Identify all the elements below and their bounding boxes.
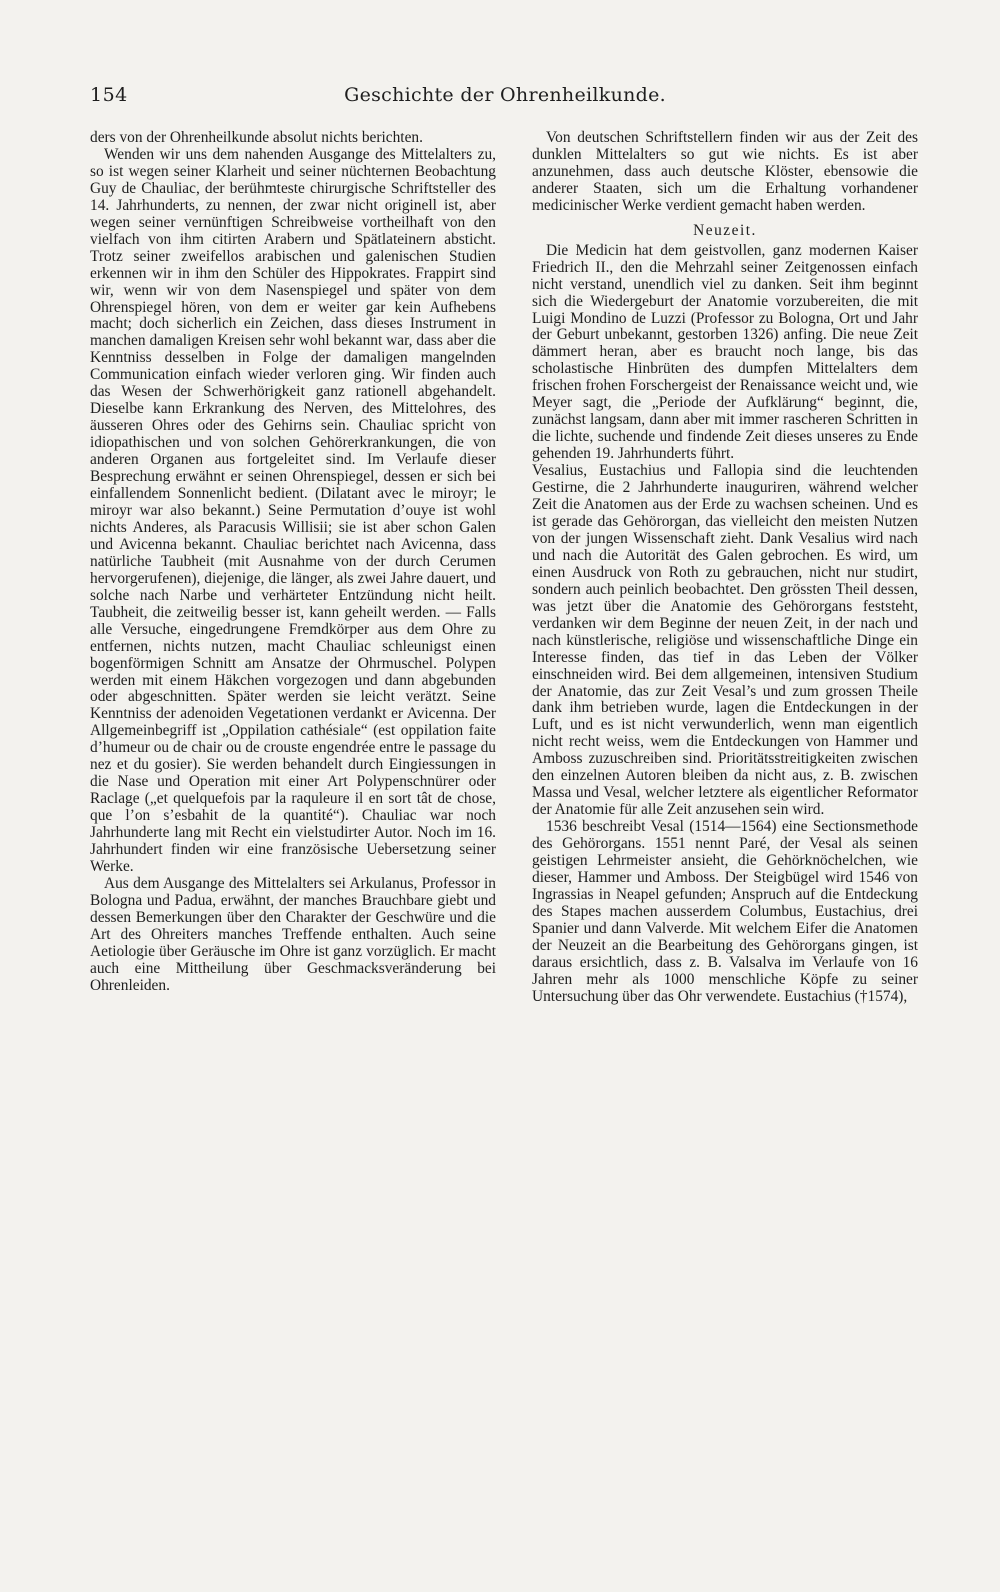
paragraph: Wenden wir uns dem nahenden Ausgange des Mittelalters zu, so ist wegen seiner Klarheit und seiner nüchternen Beobachtung Guy de Chauliac, der berühmteste chirurgische Schriftsteller des 14. Jahrhunderts, zu nennen, der zwar nicht originell ist, aber wegen seiner vernünftigen Schreibweise vortheilhaft von den vielfach von ihm citirten Arabern und Spätlateinern absticht. Trotz seiner zweifellos arabischen und galenischen Studien erkennen wir in ihm den Schüler des Hippokrates. Frappirt sind wir, wenn wir von dem Nasenspiegel und später von dem Ohrenspiegel hören, von dem er weiter gar kein Aufhebens macht; doch sicherlich ein Zeichen, dass dieses Instrument in manchen damaligen Kreisen sehr wohl bekannt war, dass aber die Kenntniss desselben in Folge der damaligen mangelnden Communication einfach wieder verloren ging. Wir finden auch das Wesen der Schwerhörigkeit ganz rationell abgehandelt. Dieselbe kann Erkrankung des Nerven, des Mittelohres, des äusseren Ohres oder des Gehirns sein. Chauliac spricht von idiopathischen und von solchen Gehörerkrankungen, die von anderen Organen aus fortgeleitet sind. Im Verlaufe dieser Besprechung erwähnt er seinen Ohrenspiegel, dessen er sich bei einfallendem Sonnenlicht bedient. (Dilatant avec le miroyr; le miroyr war also bekannt.) Seine Permutation d’ouye ist wohl nichts Anderes, als Paracusis Willisii; sie ist aber schon Galen und Avicenna bekannt. Chauliac berichtet nach Avicenna, dass natürliche Taubheit (mit Ausnahme von der durch Cerumen hervorgerufenen), diejenige, die länger, als zwei Jahre dauert, und solche nach Narbe und verhärteter Entzündung nicht heilt. Taubheit, die zeitweilig besser ist, kann geheilt werden. — Falls alle Versuche, eingedrungene Fremdkörper aus dem Ohre zu entfernen, nichts nutzen, macht Chauliac schleunigst einen bogenförmigen Schnitt am Ansatze der Ohrmuschel. Polypen werden mit einem Häkchen vorgezogen und dann abgebunden oder abgeschnitten. Später werden sie leicht verätzt. Seine Kenntniss der adenoiden Vegetationen verdankt er Avicenna. Der Allgemeinbegriff ist „Oppilation cathésiale“ (est oppilation faite d’humeur ou de chair ou de crouste engendrée entre le passage du nez et du gosier). Sie werden behandelt durch Eingiessungen in die Nase und Operation mit einer Art Polypenschnürer oder Raclage („et quelquefois par la raquleure il en sort tât de chose, que l’on s’esbahit de la quantité“). Chauliac war noch Jahrhunderte lang mit Recht ein vielstudirter Autor. Noch im 16. Jahrhundert finden wir eine französische Uebersetzung seiner Werke.	[90, 145, 496, 875]
left-column	[90, 130, 496, 995]
paragraph: Von deutschen Schriftstellern finden wir aus der Zeit des dunklen Mittelalters so gut wie nichts. Es ist aber anzunehmen, dass auch deutsche Klöster, ebensowie die anderer Staaten, sich um die Erhaltung vorhandener medicinischer Werke verdient gemacht haben werden.	[532, 129, 918, 214]
page-number: 154	[90, 84, 128, 106]
paragraph: Vesalius, Eustachius und Fallopia sind die leuchtenden Gestirne, die 2 Jahrhunderte inauguriren, während welcher Zeit die Anatomen aus der Erde zu wachsen scheinen. Und es ist gerade das Gehörorgan, das vielleicht den meisten Nutzen von der jungen Wissenschaft zieht. Dank Vesalius wird nach und nach die Autorität des Galen gebrochen. Es wird, um einen Ausdruck von Roth zu gebrauchen, nicht nur studirt, sondern auch peinlich beobachtet. Den grössten Theil dessen, was jetzt über die Anatomie des Gehörorgans feststeht, verdanken wir dem Beginne der neuen Zeit, in der nach und nach künstlerische, religiöse und wissenschaftliche Dinge ein Interesse finden, das tief in das Leben der Völker einschneiden wird. Bei dem allgemeinen, intensiven Studium der Anatomie, das zur Zeit Vesal’s und zum grossen Theile dank ihm betrieben wurde, lagen die Entdeckungen in der Luft, und es ist nicht verwunderlich, wenn man eigentlich nicht recht weiss, wem die Entdeckungen von Hammer und Amboss zuzuschreiben sind. Prioritätsstreitigkeiten zwischen den einzelnen Autoren bleiben da nicht aus, z. B. zwischen Massa und Vesal, welcher letztere als eigentlicher Reformator der Anatomie für alle Zeit anzusehen sein wird.	[532, 462, 918, 819]
paragraph: ders von der Ohrenheilkunde absolut nichts berichten.	[90, 129, 423, 146]
paragraph: Aus dem Ausgange des Mittelalters sei Arkulanus, Professor in Bologna und Padua, erwähnt, der manches Brauchbare giebt und dessen Bemerkungen über den Charakter der Geschwüre und die Art des Ohreiters manches Treffende enthalten. Auch seine Aetiologie über Geräusche im Ohre ist ganz vorzüglich. Er macht auch eine Mittheilung über Geschmacksveränderung bei Ohrenleiden.	[90, 874, 496, 994]
paragraph: 1536 beschreibt Vesal (1514—1564) eine Sectionsmethode des Gehörorgans. 1551 nennt Paré, der Vesal als seinen geistigen Lehrmeister ansieht, die Gehörknöchelchen, wie dieser, Hammer und Amboss. Der Steigbügel wird 1546 von Ingrassias in Neapel gefunden; Anspruch auf die Entdeckung des Stapes machen ausserdem Columbus, Eustachius, drei Spanier und dann Valverde. Mit welchem Eifer die Anatomen der Neuzeit an die Bearbeitung des Gehörorgans gingen, ist daraus ersichtlich, dass z. B. Valsalva im Verlaufe von 16 Jahren mehr als 1000 menschliche Köpfe zu seiner Untersuchung über das Ohr verwendete. Eustachius (†1574),	[532, 818, 918, 1005]
page-header	[90, 84, 666, 114]
section-heading: Neuzeit.	[693, 221, 757, 239]
right-column	[532, 130, 918, 1006]
running-title: Geschichte der Ohrenheilkunde.	[344, 84, 666, 106]
paragraph: Die Medicin hat dem geistvollen, ganz modernen Kaiser Friedrich II., den die Mehrzahl seiner Zeitgenossen einfach nicht verstand, unendlich viel zu danken. Seit ihm beginnt sich die Wiedergeburt der Anatomie vorzubereiten, die mit Luigi Mondino de Luzzi (Professor zu Bologna, Ort und Jahr der Geburt unbekannt, gestorben 1326) anfing. Die neue Zeit dämmert heran, aber es braucht noch lange, bis das scholastische Hinbrüten des dumpfen Mittelalters dem frischen frohen Forschergeist der Renaissance weicht und, wie Meyer sagt, die „Periode der Aufklärung“ beginnt, die, zunächst langsam, dann aber mit immer rascheren Schritten in die lichte, suchende und findende Zeit dieses unseres zu Ende gehenden 19. Jahrhunderts führt.	[532, 241, 918, 463]
